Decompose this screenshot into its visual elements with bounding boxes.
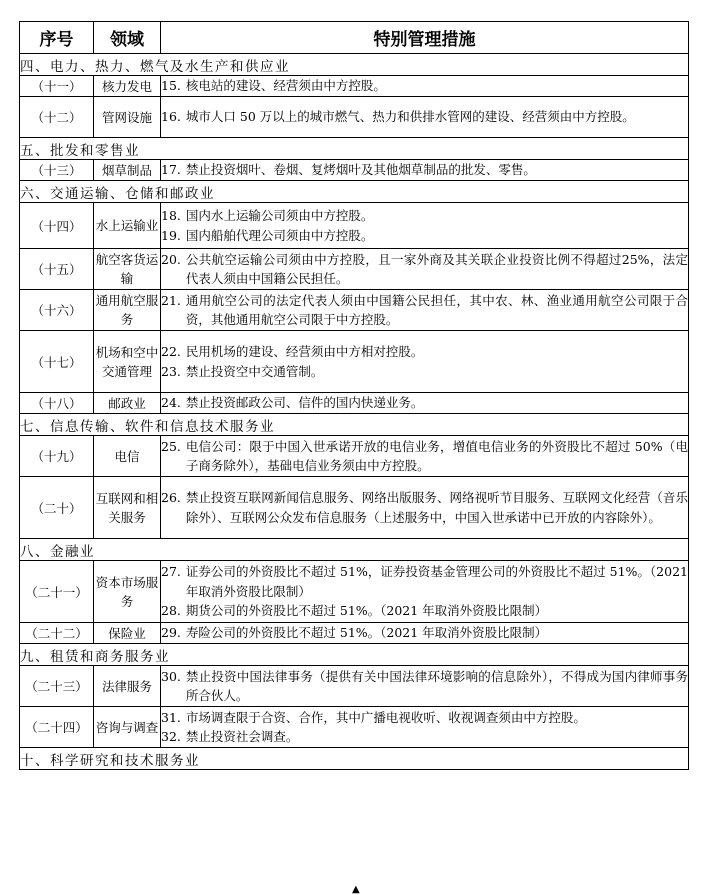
measure-number: 26. (161, 490, 181, 505)
measure-item (161, 601, 688, 621)
table-row (20, 666, 689, 707)
measure-number: 16. (161, 109, 181, 125)
measure-text: 期货公司的外资股比不超过 51%。（2021 年取消外资股比限制） (185, 603, 548, 619)
row-field: 电信 (94, 436, 161, 477)
measure-item (161, 393, 688, 413)
row-measures (161, 160, 689, 181)
measure-text: 公共航空运输公司须由中方控股，且一家外商及其关联企业投资比例不得超过25%，法定代表人须由中国籍公民担任。 (185, 251, 688, 286)
row-measures (161, 331, 689, 393)
table-row (20, 160, 689, 181)
measure-item (161, 291, 688, 330)
row-field: 保险业 (94, 623, 161, 644)
row-field: 管网设施 (94, 97, 161, 138)
row-measures (161, 97, 689, 138)
section-title: 八、金融业 (20, 539, 689, 561)
measure-item (161, 488, 688, 527)
measure-item (161, 708, 688, 728)
row-index: （十七） (20, 331, 94, 393)
section-row (20, 539, 689, 561)
row-measures (161, 249, 689, 290)
row-measures (161, 707, 689, 748)
measure-number: 31. (161, 709, 181, 725)
table-row (20, 436, 689, 477)
table-header-row (20, 22, 689, 54)
row-measures (161, 477, 689, 539)
row-index: （十二） (20, 97, 94, 138)
measure-text: 市场调查限于合资、合作，其中广播电视收听、收视调查须由中方控股。 (185, 709, 586, 725)
row-index: （十三） (20, 160, 94, 181)
row-field: 核力发电 (94, 76, 161, 97)
measure-item (161, 226, 688, 246)
measure-item (161, 250, 688, 289)
row-index: （二十三） (20, 666, 94, 707)
row-index: （十一） (20, 76, 94, 97)
measure-number: 22. (161, 344, 181, 359)
table-row (20, 203, 689, 249)
row-field: 烟草制品 (94, 160, 161, 181)
measure-text: 禁止投资中国法律事务（提供有关中国法律环境影响的信息除外），不得成为国内律师事务所合伙人。 (185, 668, 688, 703)
row-index: （十八） (20, 393, 94, 414)
measure-item (161, 362, 688, 382)
table-body (20, 54, 689, 770)
row-index: （二十） (20, 477, 94, 539)
row-index: （二十四） (20, 707, 94, 748)
measure-text: 核电站的建设、经营须由中方控股。 (185, 78, 386, 94)
measure-text: 城市人口 50 万以上的城市燃气、热力和供排水管网的建设、经营须由中方控股。 (185, 109, 635, 125)
row-index: （十九） (20, 436, 94, 477)
table-row (20, 623, 689, 644)
row-field: 航空客货运输 (94, 249, 161, 290)
row-field: 咨询与调查 (94, 707, 161, 748)
measure-text: 国内水上运输公司须由中方控股。 (185, 208, 374, 223)
section-row (20, 644, 689, 666)
row-field: 互联网和相关服务 (94, 477, 161, 539)
measure-item (161, 623, 688, 643)
section-row (20, 54, 689, 76)
measure-text: 禁止投资烟叶、卷烟、复烤烟叶及其他烟草制品的批发、零售。 (185, 162, 536, 178)
table-row (20, 561, 689, 623)
measure-number: 28. (161, 603, 181, 619)
measure-text: 通用航空公司的法定代表人须由中国籍公民担任，其中农、林、渔业通用航空公司限于合资，其他通用航空公司限于中方控股。 (185, 292, 688, 327)
measure-text: 寿险公司的外资股比不超过 51%。（2021 年取消外资股比限制） (185, 625, 548, 641)
measure-item (161, 160, 688, 180)
measure-text: 禁止投资互联网新闻信息服务、网络出版服务、网络视听节目服务、互联网文化经营（音乐除外）、互联网公众发布信息服务（上述服务中，中国入世承诺中已开放的内容除外）。 (185, 490, 688, 525)
measure-number: 30. (161, 668, 181, 684)
measure-item (161, 667, 688, 706)
measure-number: 20. (161, 251, 181, 267)
row-measures (161, 76, 689, 97)
table-row (20, 477, 689, 539)
measure-number: 23. (161, 363, 181, 379)
section-row (20, 414, 689, 436)
row-field: 资本市场服务 (94, 561, 161, 623)
measure-text: 禁止投资空中交通管制。 (185, 363, 324, 379)
measure-number: 21. (161, 292, 181, 308)
row-field: 水上运输业 (94, 203, 161, 249)
row-index: （二十二） (20, 623, 94, 644)
measure-text: 禁止投资邮政公司、信件的国内快递业务。 (185, 395, 424, 411)
measure-item (161, 562, 688, 601)
row-measures (161, 623, 689, 644)
measure-number: 17. (161, 162, 181, 178)
section-row (20, 138, 689, 160)
row-measures (161, 561, 689, 623)
table-row (20, 76, 689, 97)
measure-text: 证券公司的外资股比不超过 51%，证券投资基金管理公司的外资股比不超过 51%。（2021 年取消外资股比限制） (185, 564, 688, 599)
measure-item (161, 76, 688, 96)
measure-number: 18. (161, 208, 181, 223)
measure-item (161, 342, 688, 362)
row-measures (161, 666, 689, 707)
measure-item (161, 437, 688, 476)
row-index: （二十一） (20, 561, 94, 623)
measure-number: 15. (161, 78, 181, 94)
table-row (20, 707, 689, 748)
row-field: 邮政业 (94, 393, 161, 414)
measure-number: 25. (161, 438, 181, 454)
page-marker-icon: ▲ (352, 884, 360, 895)
section-row (20, 181, 689, 203)
row-field: 法律服务 (94, 666, 161, 707)
row-index: （十四） (20, 203, 94, 249)
table-row (20, 290, 689, 331)
section-title: 六、交通运输、仓储和邮政业 (20, 181, 689, 203)
measure-number: 27. (161, 564, 181, 580)
row-measures (161, 436, 689, 477)
header-field: 领域 (94, 22, 161, 54)
table-row (20, 249, 689, 290)
table-row (20, 97, 689, 138)
measure-item (161, 107, 688, 127)
section-title: 五、批发和零售业 (20, 138, 689, 160)
measure-number: 19. (161, 227, 181, 243)
row-measures (161, 203, 689, 249)
table-row (20, 331, 689, 393)
section-title: 十、科学研究和技术服务业 (20, 748, 689, 770)
section-title: 七、信息传输、软件和信息技术服务业 (20, 414, 689, 436)
row-index: （十五） (20, 249, 94, 290)
measure-number: 32. (161, 729, 181, 744)
negative-list-table (19, 21, 689, 770)
row-measures (161, 393, 689, 414)
measure-text: 国内船舶代理公司须由中方控股。 (185, 227, 374, 243)
section-row (20, 748, 689, 770)
row-index: （十六） (20, 290, 94, 331)
row-field: 通用航空服务 (94, 290, 161, 331)
header-measures: 特别管理措施 (161, 22, 689, 54)
header-seq: 序号 (20, 22, 94, 54)
row-field: 机场和空中交通管理 (94, 331, 161, 393)
measure-text: 电信公司：限于中国入世承诺开放的电信业务，增值电信业务的外资股比不超过 50%（电子商务除外），基础电信业务须由中方控股。 (185, 438, 688, 473)
row-measures (161, 290, 689, 331)
section-title: 九、租赁和商务服务业 (20, 644, 689, 666)
measure-text: 民用机场的建设、经营须由中方相对控股。 (185, 344, 424, 359)
section-title: 四、电力、热力、燃气及水生产和供应业 (20, 54, 689, 76)
table-row (20, 393, 689, 414)
measure-number: 29. (161, 625, 181, 641)
measure-text: 禁止投资社会调查。 (185, 729, 299, 744)
measure-number: 24. (161, 395, 181, 411)
measure-item (161, 206, 688, 226)
measure-item (161, 727, 688, 747)
